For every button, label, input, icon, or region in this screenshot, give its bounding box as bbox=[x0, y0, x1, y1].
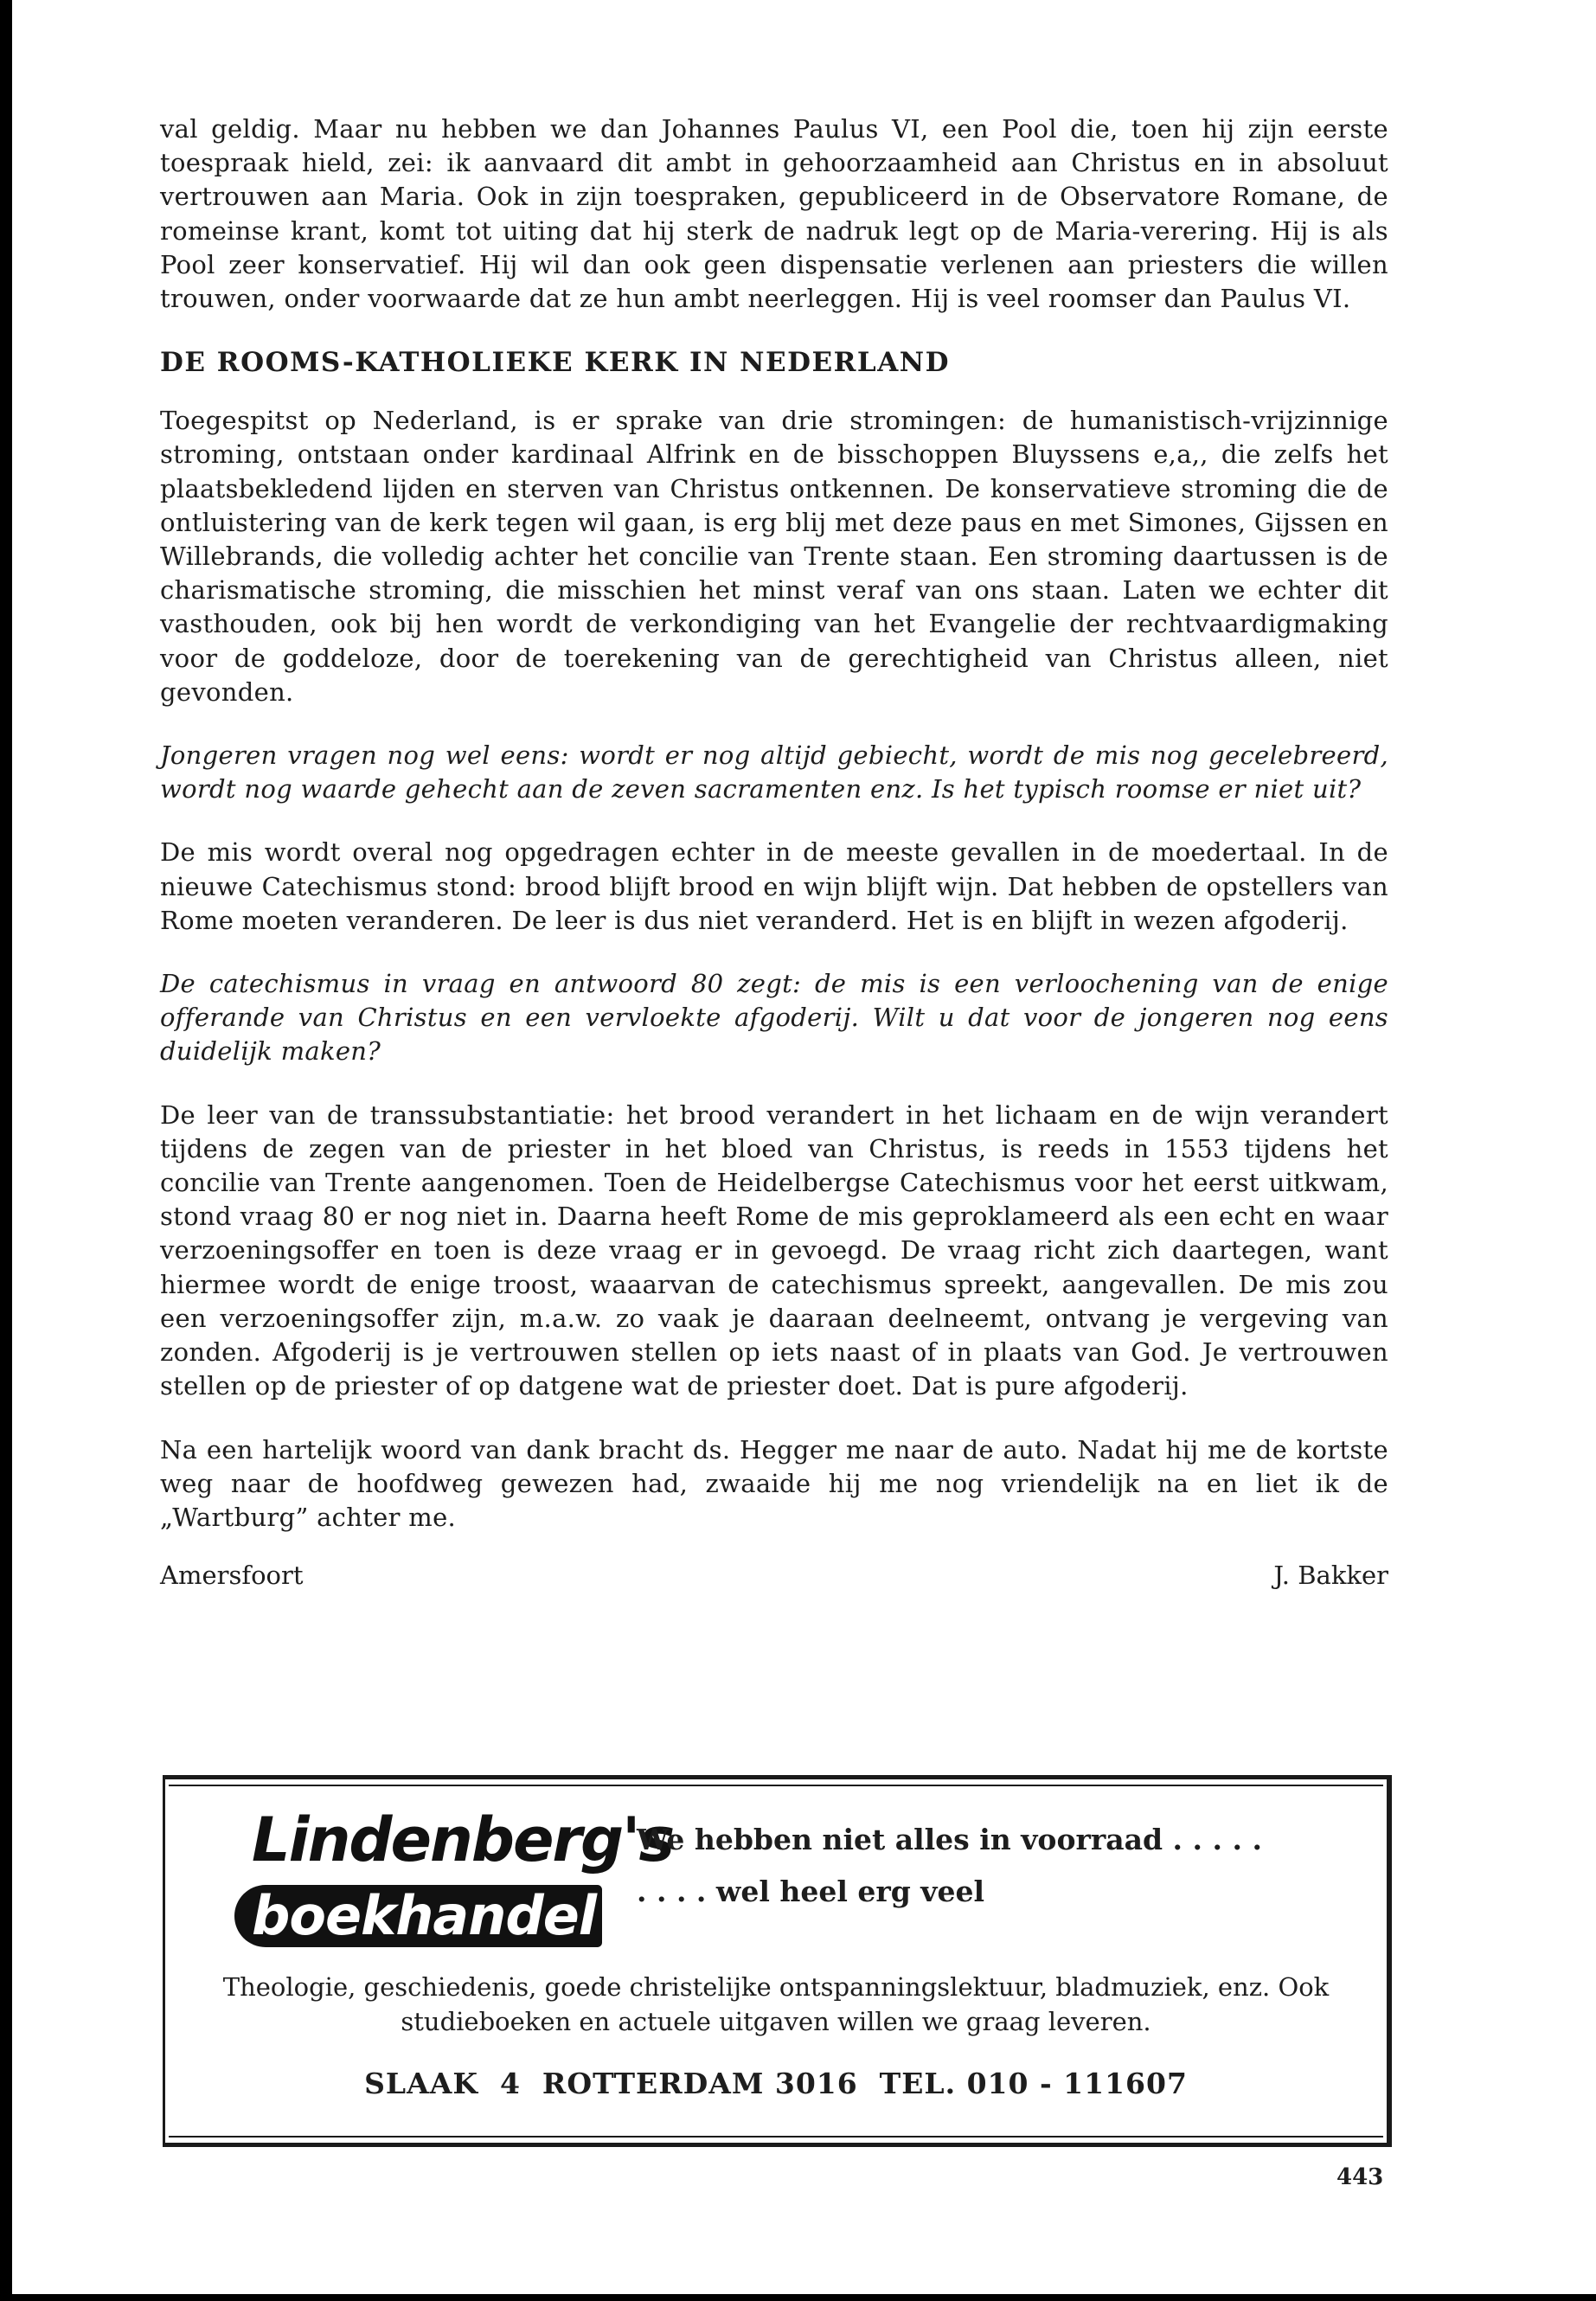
question-catechism-80: De catechismus in vraag en antwoord 80 zegt: de mis is een verloochening van de enige offerande van Christus en een vervloekte afgoderij. Wilt u dat voor de jongeren nog eens duidelijk maken? bbox=[160, 969, 1388, 1067]
bookshop-logo bbox=[234, 1804, 674, 1952]
ad-inner-bottom-rule bbox=[169, 2136, 1383, 2138]
paragraph-farewell: Na een hartelijk woord van dank bracht ds. Hegger me naar de auto. Nadat hij me de kortste weg naar de hoofdweg gewezen had, zwaaide hij me nog vriendelijk na en liet ik de „Wartburg” achter me. bbox=[160, 1434, 1388, 1532]
ad-slogan-line-1: We hebben niet alles in voorraad . . . . . bbox=[637, 1823, 1262, 1856]
signoff-place: Amersfoort bbox=[160, 1561, 304, 1591]
section-heading: DE ROOMS-KATHOLIEKE KERK IN NEDERLAND bbox=[160, 347, 950, 379]
question-confession: Jongeren vragen nog wel eens: wordt er nog altijd gebiecht, wordt de mis nog gecelebreerd, wordt nog waarde gehecht aan de zeven sacramenten enz. Is het typisch roomse er niet uit? bbox=[160, 740, 1388, 804]
signoff-author: J. Bakker bbox=[1273, 1561, 1388, 1591]
page-bottom-edge-rule bbox=[0, 2294, 1596, 2301]
answer-mass: De mis wordt overal nog opgedragen echter in de meeste gevallen in de moedertaal. In de nieuwe Catechismus stond: brood blijft brood en wijn blijft wijn. Dat hebben de opstellers van Rome moeten veranderen. De leer is dus niet veranderd. Het is en blijft in wezen afgoderij. bbox=[160, 837, 1388, 935]
ad-address: SLAAK 4 ROTTERDAM 3016 TEL. 010 - 111607 bbox=[364, 2067, 1188, 2100]
article-body bbox=[160, 112, 1388, 1593]
bookshop-advertisement bbox=[163, 1775, 1392, 2147]
paragraph-currents: Toegespitst op Nederland, is er sprake van drie stromingen: de humanistisch-vrijzinnige stroming, ontstaan onder kardinaal Alfrink en de bisschoppen Bluyssens e,a,, die zelfs het plaatsbekledend lijden en sterven van Christus ontkennen. De konservatieve stroming die de ontluistering van de kerk tegen wil gaan, is erg blij met deze paus en met Simones, Gijssen en Willebrands, die volledig achter het concilie van Trente staan. Een stroming daartussen is de charismatische stroming, die misschien het minst veraf van ons staan. Laten we echter dit vasthouden, ook bij hen wordt de verkondiging van het Evangelie der rechtvaardigmaking voor de goddeloze, door de toerekening van de gerechtigheid van Christus alleen, niet gevonden. bbox=[160, 406, 1388, 707]
ad-description: Theologie, geschiedenis, goede christelijke ontspanningslektuur, bladmuziek, enz. Ook studieboeken en actuele uitgaven willen we graag leveren. bbox=[222, 1972, 1330, 2036]
page-number: 443 bbox=[1336, 2164, 1384, 2190]
logo-subtitle: boekhandel bbox=[252, 1884, 597, 1947]
signoff bbox=[160, 1559, 1388, 1593]
ad-inner-top-rule bbox=[169, 1785, 1383, 1786]
paragraph-pope-intro: val geldig. Maar nu hebben we dan Johannes Paulus VI, een Pool die, toen hij zijn eerste toespraak hield, zei: ik aanvaard dit ambt in gehoorzaamheid aan Christus en in absoluut vertrouwen aan Maria. Ook in zijn toespraken, gepubliceerd in de Observatore Romane, de romeinse krant, komt tot uiting dat hij sterk de nadruk legt op de Maria-verering. Hij is als Pool zeer konservatief. Hij wil dan ook geen dispensatie verlenen aan priesters die willen trouwen, onder voorwaarde dat ze hun ambt neerleggen. Hij is veel roomser dan Paulus VI. bbox=[160, 114, 1388, 314]
answer-transubstantiation: De leer van de transsubstantiatie: het brood verandert in het lichaam en de wijn verandert tijdens de zegen van de priester in het bloed van Christus, is reeds in 1553 tijdens het concilie van Trente aangenomen. Toen de Heidelbergse Catechismus voor het eerst uitkwam, stond vraag 80 er nog niet in. Daarna heeft Rome de mis geproklameerd als een echt en waar verzoeningsoffer en toen is deze vraag er in gevoegd. De vraag richt zich daartegen, want hiermee wordt de enige troost, waaarvan de catechismus spreekt, aangevallen. De mis zou een verzoeningsoffer zijn, m.a.w. zo vaak je daaraan deelneemt, ontvang je vergeving van zonden. Afgoderij is je vertrouwen stellen op iets naast of in plaats van God. Je vertrouwen stellen op de priester of op datgene wat de priester doet. Dat is pure afgoderij. bbox=[160, 1099, 1388, 1401]
ad-slogan-line-2: . . . . wel heel erg veel bbox=[637, 1875, 984, 1908]
page-left-edge-rule bbox=[0, 0, 12, 2301]
logo-name: Lindenberg's bbox=[252, 1804, 674, 1875]
